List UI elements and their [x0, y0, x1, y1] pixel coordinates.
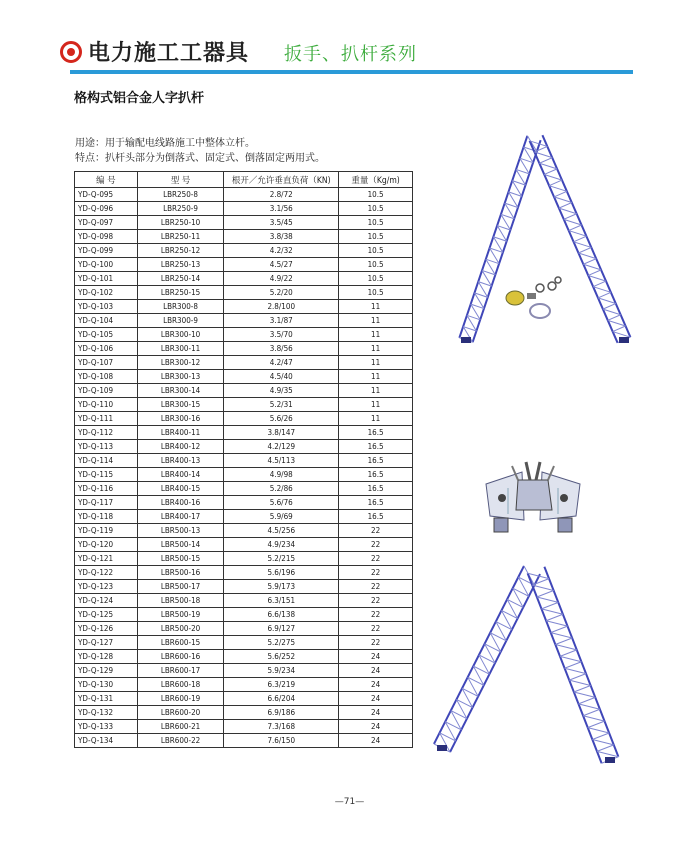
table-row [75, 342, 413, 356]
load-cell: 5.2/86 [224, 482, 339, 496]
code-cell: YD-Q-102 [75, 286, 138, 300]
load-cell: 4.5/40 [224, 370, 339, 384]
spec-table [74, 171, 413, 748]
table-row [75, 608, 413, 622]
model-cell: LBR300-14 [137, 384, 224, 398]
model-cell: LBR300-11 [137, 342, 224, 356]
model-cell: LBR400-12 [137, 440, 224, 454]
header-load: 根开／允许垂直负荷（KN) [224, 172, 339, 188]
model-cell: LBR600-21 [137, 720, 224, 734]
table-row [75, 300, 413, 314]
code-cell: YD-Q-110 [75, 398, 138, 412]
table-row [75, 482, 413, 496]
table-row [75, 706, 413, 720]
table-row [75, 244, 413, 258]
load-cell: 5.9/69 [224, 510, 339, 524]
load-cell: 4.2/32 [224, 244, 339, 258]
code-cell: YD-Q-121 [75, 552, 138, 566]
weight-cell: 16.5 [339, 468, 413, 482]
load-cell: 3.8/56 [224, 342, 339, 356]
section-subtitle: 扳手、扒杆系列 [284, 44, 417, 65]
model-cell: LBR400-14 [137, 468, 224, 482]
code-cell: YD-Q-126 [75, 622, 138, 636]
code-cell: YD-Q-106 [75, 342, 138, 356]
model-cell: LBR250-12 [137, 244, 224, 258]
code-cell: YD-Q-097 [75, 216, 138, 230]
table-row [75, 440, 413, 454]
table-row [75, 230, 413, 244]
header-code: 编 号 [75, 172, 138, 188]
model-cell: LBR400-16 [137, 496, 224, 510]
model-cell: LBR600-16 [137, 650, 224, 664]
model-cell: LBR300-12 [137, 356, 224, 370]
code-cell: YD-Q-127 [75, 636, 138, 650]
table-row [75, 384, 413, 398]
code-cell: YD-Q-120 [75, 538, 138, 552]
load-cell: 5.6/252 [224, 650, 339, 664]
weight-cell: 22 [339, 608, 413, 622]
weight-cell: 11 [339, 342, 413, 356]
weight-cell: 24 [339, 664, 413, 678]
table-row [75, 524, 413, 538]
weight-cell: 10.5 [339, 244, 413, 258]
load-cell: 4.2/47 [224, 356, 339, 370]
table-row [75, 692, 413, 706]
table-row [75, 454, 413, 468]
code-cell: YD-Q-118 [75, 510, 138, 524]
table-row [75, 216, 413, 230]
weight-cell: 16.5 [339, 482, 413, 496]
code-cell: YD-Q-123 [75, 580, 138, 594]
model-cell: LBR250-10 [137, 216, 224, 230]
load-cell: 4.5/256 [224, 524, 339, 538]
load-cell: 4.2/129 [224, 440, 339, 454]
load-cell: 5.6/196 [224, 566, 339, 580]
load-cell: 3.1/87 [224, 314, 339, 328]
weight-cell: 10.5 [339, 202, 413, 216]
code-cell: YD-Q-095 [75, 188, 138, 202]
weight-cell: 16.5 [339, 454, 413, 468]
model-cell: LBR600-20 [137, 706, 224, 720]
model-cell: LBR500-16 [137, 566, 224, 580]
weight-cell: 11 [339, 356, 413, 370]
lattice-frame-large [434, 566, 618, 763]
table-row [75, 650, 413, 664]
table-row [75, 622, 413, 636]
weight-cell: 11 [339, 300, 413, 314]
model-cell: LBR500-15 [137, 552, 224, 566]
load-cell: 4.5/27 [224, 258, 339, 272]
code-cell: YD-Q-114 [75, 454, 138, 468]
code-cell: YD-Q-098 [75, 230, 138, 244]
load-cell: 5.6/76 [224, 496, 339, 510]
model-cell: LBR600-17 [137, 664, 224, 678]
load-cell: 7.3/168 [224, 720, 339, 734]
weight-cell: 11 [339, 370, 413, 384]
weight-cell: 24 [339, 692, 413, 706]
load-cell: 4.5/113 [224, 454, 339, 468]
model-cell: LBR500-19 [137, 608, 224, 622]
load-cell: 5.2/20 [224, 286, 339, 300]
table-row [75, 720, 413, 734]
table-row [75, 202, 413, 216]
table-row [75, 496, 413, 510]
weight-cell: 10.5 [339, 188, 413, 202]
a-frame-pole-photo [452, 128, 642, 358]
model-cell: LBR500-20 [137, 622, 224, 636]
header-weight: 重量（Kg/m) [339, 172, 413, 188]
weight-cell: 11 [339, 384, 413, 398]
code-cell: YD-Q-113 [75, 440, 138, 454]
code-cell: YD-Q-125 [75, 608, 138, 622]
code-cell: YD-Q-112 [75, 426, 138, 440]
header-model: 型 号 [137, 172, 224, 188]
table-row [75, 664, 413, 678]
table-row [75, 552, 413, 566]
weight-cell: 11 [339, 328, 413, 342]
model-cell: LBR250-8 [137, 188, 224, 202]
model-cell: LBR500-14 [137, 538, 224, 552]
table-row [75, 678, 413, 692]
table-row [75, 412, 413, 426]
weight-cell: 11 [339, 398, 413, 412]
load-cell: 6.6/138 [224, 608, 339, 622]
table-row [75, 426, 413, 440]
weight-cell: 22 [339, 566, 413, 580]
load-cell: 6.3/151 [224, 594, 339, 608]
weight-cell: 16.5 [339, 496, 413, 510]
load-cell: 6.6/204 [224, 692, 339, 706]
features-text: 特点：扒杆头部分为倒落式、固定式、倒落固定两用式。 [75, 153, 325, 164]
model-cell: LBR500-18 [137, 594, 224, 608]
model-cell: LBR300-15 [137, 398, 224, 412]
spec-table-body [75, 188, 413, 748]
model-cell: LBR250-13 [137, 258, 224, 272]
weight-cell: 24 [339, 706, 413, 720]
code-cell: YD-Q-099 [75, 244, 138, 258]
weight-cell: 24 [339, 650, 413, 664]
weight-cell: 10.5 [339, 286, 413, 300]
weight-cell: 11 [339, 412, 413, 426]
table-row [75, 258, 413, 272]
model-cell: LBR300-16 [137, 412, 224, 426]
code-cell: YD-Q-129 [75, 664, 138, 678]
model-cell: LBR250-9 [137, 202, 224, 216]
load-cell: 3.5/70 [224, 328, 339, 342]
weight-cell: 24 [339, 734, 413, 748]
load-cell: 6.9/186 [224, 706, 339, 720]
model-cell: LBR250-14 [137, 272, 224, 286]
weight-cell: 24 [339, 678, 413, 692]
code-cell: YD-Q-122 [75, 566, 138, 580]
weight-cell: 10.5 [339, 230, 413, 244]
table-row [75, 356, 413, 370]
model-cell: LBR250-11 [137, 230, 224, 244]
weight-cell: 10.5 [339, 258, 413, 272]
product-description [75, 136, 325, 166]
load-cell: 6.3/219 [224, 678, 339, 692]
code-cell: YD-Q-131 [75, 692, 138, 706]
code-cell: YD-Q-119 [75, 524, 138, 538]
weight-cell: 16.5 [339, 426, 413, 440]
weight-cell: 22 [339, 552, 413, 566]
table-header-row [75, 172, 413, 188]
model-cell: LBR500-13 [137, 524, 224, 538]
table-row [75, 734, 413, 748]
table-row [75, 188, 413, 202]
model-cell: LBR500-17 [137, 580, 224, 594]
load-cell: 5.6/26 [224, 412, 339, 426]
code-cell: YD-Q-103 [75, 300, 138, 314]
product-title: 格构式铝合金人字扒杆 [74, 91, 205, 106]
table-row [75, 566, 413, 580]
weight-cell: 22 [339, 580, 413, 594]
code-cell: YD-Q-132 [75, 706, 138, 720]
model-cell: LBR400-13 [137, 454, 224, 468]
weight-cell: 11 [339, 314, 413, 328]
code-cell: YD-Q-134 [75, 734, 138, 748]
load-cell: 3.8/147 [224, 426, 339, 440]
model-cell: LBR400-15 [137, 482, 224, 496]
load-cell: 7.6/150 [224, 734, 339, 748]
load-cell: 5.2/275 [224, 636, 339, 650]
load-cell: 3.1/56 [224, 202, 339, 216]
table-row [75, 370, 413, 384]
model-cell: LBR600-18 [137, 678, 224, 692]
code-cell: YD-Q-096 [75, 202, 138, 216]
code-cell: YD-Q-130 [75, 678, 138, 692]
code-cell: YD-Q-124 [75, 594, 138, 608]
code-cell: YD-Q-116 [75, 482, 138, 496]
load-cell: 3.5/45 [224, 216, 339, 230]
model-cell: LBR300-10 [137, 328, 224, 342]
section-title: 电力施工工器具 [88, 41, 250, 66]
table-row [75, 580, 413, 594]
code-cell: YD-Q-128 [75, 650, 138, 664]
weight-cell: 10.5 [339, 216, 413, 230]
model-cell: LBR300-13 [137, 370, 224, 384]
weight-cell: 22 [339, 524, 413, 538]
model-cell: LBR600-22 [137, 734, 224, 748]
weight-cell: 24 [339, 720, 413, 734]
code-cell: YD-Q-109 [75, 384, 138, 398]
table-row [75, 510, 413, 524]
model-cell: LBR400-17 [137, 510, 224, 524]
load-cell: 5.2/31 [224, 398, 339, 412]
load-cell: 4.9/22 [224, 272, 339, 286]
code-cell: YD-Q-108 [75, 370, 138, 384]
code-cell: YD-Q-115 [75, 468, 138, 482]
usage-text: 用途：用于输配电线路施工中整体立杆。 [75, 138, 255, 149]
table-row [75, 286, 413, 300]
table-row [75, 594, 413, 608]
load-cell: 5.2/215 [224, 552, 339, 566]
code-cell: YD-Q-117 [75, 496, 138, 510]
table-row [75, 538, 413, 552]
code-cell: YD-Q-100 [75, 258, 138, 272]
page-number: —71— [334, 797, 365, 807]
weight-cell: 10.5 [339, 272, 413, 286]
model-cell: LBR400-11 [137, 426, 224, 440]
load-cell: 3.8/38 [224, 230, 339, 244]
table-row [75, 636, 413, 650]
large-a-frame-pole-photo [426, 562, 641, 772]
code-cell: YD-Q-107 [75, 356, 138, 370]
load-cell: 5.9/173 [224, 580, 339, 594]
weight-cell: 16.5 [339, 440, 413, 454]
load-cell: 2.8/100 [224, 300, 339, 314]
model-cell: LBR600-15 [137, 636, 224, 650]
table-row [75, 314, 413, 328]
load-cell: 4.9/234 [224, 538, 339, 552]
model-cell: LBR300-8 [137, 300, 224, 314]
weight-cell: 22 [339, 636, 413, 650]
model-cell: LBR300-9 [137, 314, 224, 328]
code-cell: YD-Q-101 [75, 272, 138, 286]
model-cell: LBR600-19 [137, 692, 224, 706]
load-cell: 6.9/127 [224, 622, 339, 636]
code-cell: YD-Q-104 [75, 314, 138, 328]
code-cell: YD-Q-105 [75, 328, 138, 342]
lattice-frame [459, 135, 630, 343]
table-row [75, 328, 413, 342]
model-cell: LBR250-15 [137, 286, 224, 300]
load-cell: 2.8/72 [224, 188, 339, 202]
bullseye-icon [60, 41, 82, 63]
code-cell: YD-Q-133 [75, 720, 138, 734]
weight-cell: 16.5 [339, 510, 413, 524]
table-row [75, 272, 413, 286]
header-divider [70, 70, 633, 74]
weight-cell: 22 [339, 594, 413, 608]
load-cell: 5.9/234 [224, 664, 339, 678]
weight-cell: 22 [339, 622, 413, 636]
table-row [75, 398, 413, 412]
weight-cell: 22 [339, 538, 413, 552]
accessory-parts [506, 277, 561, 318]
load-cell: 4.9/98 [224, 468, 339, 482]
load-cell: 4.9/35 [224, 384, 339, 398]
code-cell: YD-Q-111 [75, 412, 138, 426]
table-row [75, 468, 413, 482]
pole-head-photo [478, 458, 588, 540]
